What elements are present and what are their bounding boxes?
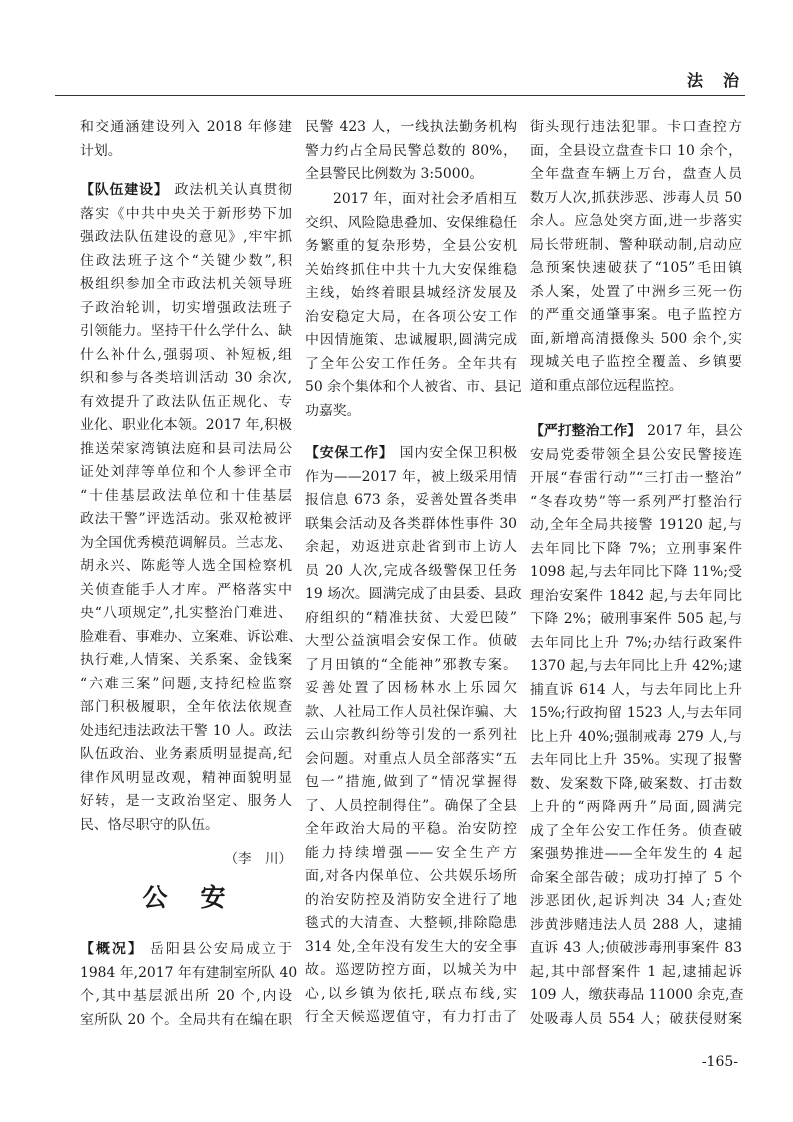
page-number: -165- <box>701 1054 738 1070</box>
text-line <box>80 720 292 744</box>
line-text: 下降 2%；破刑事案件 505 起,与 <box>530 611 742 627</box>
text-line <box>530 234 742 258</box>
text-line <box>530 867 742 891</box>
line-text: 极组织参加全市政法机关领导班 <box>80 276 292 292</box>
line-text: 住政法班子这个“关键少数”,积 <box>80 252 292 269</box>
text-line <box>305 795 517 819</box>
line-text: 109 人，缴获毒品 11000 余克,查 <box>530 987 744 1003</box>
text-line <box>80 273 292 297</box>
text-line <box>530 655 742 679</box>
section-label: 【概况】 <box>80 941 145 957</box>
line-text: 关始终抓住中共十九大安保维稳 <box>305 261 517 278</box>
line-text: 余人。应急处突方面,进一步落实 <box>530 213 742 229</box>
text-line <box>530 328 742 352</box>
text-line <box>530 702 742 726</box>
text-line <box>80 438 292 462</box>
paragraph <box>530 116 742 398</box>
section-label: 【队伍建设】 <box>80 182 169 198</box>
line-text: 安局党委带领全县公安民警接连 <box>530 446 742 463</box>
line-text: 执行难,人情案、关系案、金钱案 <box>80 652 292 668</box>
text-line <box>305 748 517 772</box>
text-line <box>530 632 742 656</box>
text-line <box>80 344 292 368</box>
text-line <box>530 491 742 515</box>
line-text: 报信息 673 条，妥善处置各类串 <box>305 492 517 508</box>
text-line <box>80 767 292 791</box>
line-text: 314 处,全年没有发生大的安全事 <box>305 938 517 955</box>
text-line <box>305 701 517 725</box>
text-line <box>80 140 292 164</box>
line-text: 队伍政治、业务素质明显提高,纪 <box>80 746 292 762</box>
text-line <box>80 367 292 391</box>
text-line <box>530 937 742 961</box>
line-text: 交织、风险隐患叠加、安保维稳任 <box>305 214 517 231</box>
text-line <box>305 983 517 1007</box>
line-text: 心,以乡镇为依托,联点布线,实 <box>305 985 517 1002</box>
line-text: 19 场次。圆满完成了由县委、县政 <box>305 586 522 602</box>
text-line <box>305 583 522 607</box>
line-text: 大型公益演唱会安保工作。侦破 <box>305 633 517 649</box>
line-text: 妥善处置了因杨林水上乐园欠 <box>305 680 517 696</box>
text-line <box>305 560 517 584</box>
text-line <box>80 391 292 415</box>
line-text: 案强势推进——全年发生的 4 起 <box>530 846 742 862</box>
line-text: 成了全年公安工作任务。侦查破 <box>530 822 742 839</box>
text-line <box>80 250 292 274</box>
line-text: 1984 年,2017 年有建制室所队 40 <box>80 964 298 981</box>
line-text: 数、发案数下降,破案数、打击数 <box>530 775 742 792</box>
line-text: 面,新增高清摄像头 500 余个,实 <box>530 330 742 347</box>
text-line <box>305 188 517 212</box>
line-text: 了全年公安工作任务。全年共有 <box>305 355 517 372</box>
text-line <box>530 984 742 1008</box>
line-text: 中因情施策、忠诚履职,圆满完成 <box>305 332 517 348</box>
text-line <box>305 400 517 424</box>
line-text: 好转，是一支政治坚定、服务人 <box>80 793 292 809</box>
text-line <box>80 203 292 227</box>
text-line <box>305 306 517 330</box>
text-line <box>530 679 742 703</box>
line-text: 面，全县设立盘查卡口 10 余个， <box>530 142 742 159</box>
text-line <box>80 116 292 140</box>
text-line <box>530 514 742 538</box>
line-text: 故。巡逻防控方面，以城关为中 <box>305 962 517 978</box>
line-text: 2017 年，面对社会矛盾相互 <box>333 191 517 207</box>
text-line <box>530 820 742 844</box>
text-line <box>305 513 517 537</box>
line-text: 治安稳定大局，在各项公安工作 <box>305 308 517 325</box>
line-text: 政法干警”评选活动。张双枪被评 <box>80 511 292 527</box>
text-line <box>530 444 742 468</box>
text-line <box>530 210 742 234</box>
line-text: 务繁重的复杂形势，全县公安机 <box>305 238 517 254</box>
line-text: 了、人员控制得住”。确保了全县 <box>305 797 517 814</box>
line-text: 府组织的“精准扶贫、大爱巴陵” <box>305 609 517 626</box>
line-text: “六难三案”问题,支持纪检监察 <box>80 675 292 692</box>
line-text: 道和重点部位远程监控。 <box>530 377 683 394</box>
line-text: 去年同比上升 35%。实现了报警 <box>530 752 742 768</box>
line-text: 现城关电子监控全覆盖、乡镇要 <box>530 354 742 370</box>
line-text: 面,对各内保单位、公共娱乐场所 <box>305 868 517 884</box>
text-line <box>305 842 517 866</box>
line-text: 局长带班制、警种联动制,启动应 <box>530 236 742 253</box>
text-line <box>305 889 517 913</box>
line-text: 余起，劝返进京赴省到市上访人 <box>305 539 517 555</box>
text-line <box>305 140 517 164</box>
text-line <box>80 532 292 556</box>
line-text: 会问题。对重点人员全部落实“五 <box>305 750 517 767</box>
text-line <box>305 865 517 889</box>
line-text: 去年同比下降 7%；立刑事案件 <box>530 540 742 557</box>
text-line <box>80 485 292 509</box>
line-text: 民警 423 人，一线执法勤务机构 <box>305 119 517 135</box>
line-text: 云山宗教纠纷等引发的一系列社 <box>305 727 517 743</box>
text-line <box>305 329 517 353</box>
text-line <box>530 420 742 444</box>
line-text: 引领能力。坚持干什么学什么、缺 <box>80 323 292 339</box>
author-credit: （李 川） <box>224 851 292 867</box>
text-line <box>305 1006 517 1030</box>
running-header-section: 法 治 <box>686 71 741 90</box>
line-text: 了月田镇的“全能神”邪教专案。 <box>305 656 517 673</box>
text-line <box>530 116 742 140</box>
line-text: 动,全年全局共接警 19120 起,与 <box>530 517 742 533</box>
line-text: 计划。 <box>80 142 122 159</box>
line-text: 警力约占全局民警总数的 80%， <box>305 142 517 159</box>
text-line <box>305 163 517 187</box>
section-label: 【严打整治工作】 <box>530 423 642 439</box>
text-line <box>80 938 292 962</box>
text-line <box>530 257 742 281</box>
text-line <box>530 163 742 187</box>
line-text: 直诉 43 人;侦破涉毒刑事案件 83 <box>530 940 742 956</box>
text-line <box>530 773 742 797</box>
text-line <box>80 179 292 203</box>
text-line <box>530 843 742 867</box>
text-line <box>80 673 292 697</box>
text-line <box>305 936 517 960</box>
line-text: 脸难看、事难办、立案难、诉讼难、 <box>80 628 303 645</box>
text-line <box>305 607 517 631</box>
line-text: 处吸毒人员 554 人；破获侵财案 <box>530 1010 742 1027</box>
text-line <box>80 555 292 579</box>
text-line <box>80 461 292 485</box>
line-text: 和交通涵建设列入 2018 年修建 <box>80 119 292 135</box>
text-line <box>80 297 292 321</box>
text-line <box>305 912 517 936</box>
text-line <box>305 259 517 283</box>
line-text: 包一”措施,做到了“情况掌握得 <box>305 774 517 790</box>
text-line <box>530 796 742 820</box>
text-line <box>305 235 517 259</box>
text-line <box>530 608 742 632</box>
text-line <box>530 467 742 491</box>
text-line <box>305 466 517 490</box>
line-text: 证处刘萍等单位和个人参评全市 <box>80 464 292 480</box>
line-text: 律作风明显改观，精神面貌明显 <box>80 769 292 786</box>
paragraph-team-building <box>80 179 303 837</box>
paragraph <box>305 116 517 187</box>
line-text: 有效提升了政法队伍正规化、专 <box>80 393 292 410</box>
line-text: 政法机关认真贯彻 <box>174 182 292 198</box>
line-text: 岳阳县公安局成立于 <box>150 941 292 957</box>
text-line <box>80 962 298 986</box>
text-line <box>80 579 292 603</box>
line-text: 捕直诉 614 人，与去年同比上升 <box>530 681 742 698</box>
line-text: 个,其中基层派出所 20 个,内设 <box>80 988 292 1004</box>
text-line <box>80 320 292 344</box>
line-text: 全年政治大局的平稳。治安防控 <box>305 821 517 837</box>
paragraph-security-work <box>305 442 522 1030</box>
text-line <box>80 743 292 767</box>
section-heading: 公 安 <box>142 883 230 912</box>
text-line <box>305 442 517 466</box>
text-line <box>305 212 517 236</box>
text-line <box>305 376 522 400</box>
text-line <box>80 985 292 1009</box>
text-line <box>305 353 517 377</box>
text-line <box>305 489 517 513</box>
line-text: 落实《中共中央关于新形势下加 <box>80 205 292 222</box>
text-line <box>305 654 517 678</box>
text-line <box>305 724 517 748</box>
text-line <box>80 414 292 438</box>
line-text: 的治安防控及消防安全进行了地 <box>305 891 517 908</box>
text-line <box>80 602 292 626</box>
line-text: 数万人次,抓获涉恶、涉毒人员 50 <box>530 189 742 206</box>
text-line <box>530 187 742 211</box>
line-text: 部门积极履职，全年依法依规查 <box>80 699 292 715</box>
line-text: 上升的“两降两升”局面,圆满完 <box>530 799 742 815</box>
text-line <box>530 1008 742 1032</box>
text-line <box>305 282 517 306</box>
text-line <box>80 696 292 720</box>
paragraph-crackdown-work <box>530 420 742 1031</box>
line-text: 理治安案件 1842 起,与去年同比 <box>530 587 742 604</box>
line-text: 能力持续增强——安全生产方 <box>305 844 517 861</box>
line-text: 国内安全保卫积极 <box>399 445 517 461</box>
line-text: 街头现行违法犯罪。卡口查控方 <box>530 119 742 135</box>
line-text: 室所队 20 个。全局共有在编在职 <box>80 1011 292 1028</box>
line-text: 毯式的大清查、大整顿,排除隐患 <box>305 915 517 931</box>
text-line <box>530 561 742 585</box>
text-line <box>305 116 517 140</box>
paragraph <box>305 188 522 423</box>
line-text: 主线，始终着眼县城经济发展及 <box>305 285 517 301</box>
text-line <box>80 814 292 838</box>
line-text: 款、人社局工作人员社保诈骗、大 <box>305 703 517 720</box>
text-line <box>305 771 517 795</box>
text-line <box>530 914 742 938</box>
text-line <box>80 626 303 650</box>
text-line <box>80 649 292 673</box>
line-text: 50 余个集体和个人被省、市、县记 <box>305 379 522 395</box>
line-text: 功嘉奖。 <box>305 402 361 419</box>
header-rule <box>55 95 745 96</box>
line-text: 杀人案，处置了中洲乡三死一伤 <box>530 283 742 300</box>
section-label: 【安保工作】 <box>305 445 394 461</box>
line-text: 织和参与各类培训活动 30 余次, <box>80 370 292 386</box>
text-line <box>80 508 292 532</box>
line-text: 急预案快速破获了“105”毛田镇 <box>530 260 742 276</box>
paragraph <box>80 116 292 163</box>
line-text: 业化、职业化本领。2017 年,积极 <box>80 417 292 433</box>
text-line <box>530 351 742 375</box>
line-text: 去年同比上升 7%;办结行政案件 <box>530 634 742 651</box>
line-text: 联集会活动及各类群体性事件 30 <box>305 515 517 532</box>
line-text: 员 20 人次,完成各级警保卫任务 <box>305 562 517 579</box>
paragraph-overview <box>80 938 298 1032</box>
line-text: 推送荣家湾镇法庭和县司法局公 <box>80 440 292 457</box>
line-text: 1098 起,与去年同比下降 11%;受 <box>530 564 742 580</box>
line-text: 什么补什么,强弱项、补短板,组 <box>80 346 292 363</box>
text-line <box>530 749 742 773</box>
line-text: 开展“春雷行动”“三打击一整治” <box>530 470 742 486</box>
line-text: 2017 年，县公 <box>647 423 743 439</box>
text-line <box>305 630 517 654</box>
text-line <box>530 890 742 914</box>
text-line <box>530 304 742 328</box>
text-line <box>305 818 517 842</box>
line-text: 1370 起,与去年同比上升 42%;逮 <box>530 658 742 674</box>
line-text: 15%;行政拘留 1523 人,与去年同 <box>530 705 742 721</box>
text-line <box>305 959 517 983</box>
line-text: “冬春攻势”等一系列严打整治行 <box>530 493 742 510</box>
line-text: 作为——2017 年，被上级采用情 <box>305 468 517 485</box>
line-text: 关侦查能手人才库。严格落实中 <box>80 581 292 598</box>
line-text: 央“八项规定”,扎实整治门难进、 <box>80 605 292 621</box>
text-line <box>305 536 517 560</box>
line-text: 行全天候巡逻值守，有力打击了 <box>305 1009 517 1025</box>
line-text: “十佳基层政法单位和十佳基层 <box>80 487 292 504</box>
line-text: 全县警民比例数为 3:5000。 <box>305 166 484 182</box>
text-line <box>530 585 742 609</box>
line-text: 全年盘查车辆上万台，盘查人员 <box>530 166 742 182</box>
line-text: 命案全部告破；成功打掉了 5 个 <box>530 869 742 886</box>
line-text: 起,其中部督案件 1 起,逮捕起诉 <box>530 963 742 980</box>
text-line <box>530 961 742 985</box>
text-line <box>80 226 292 250</box>
text-line <box>530 538 742 562</box>
text-line <box>530 281 742 305</box>
text-line <box>80 1009 292 1033</box>
line-text: 为全国优秀模范调解员。兰志龙、 <box>80 534 292 551</box>
line-text: 比上升 40%;强制戒毒 279 人,与 <box>530 728 742 745</box>
line-text: 强政法队伍建设的意见》,牢牢抓 <box>80 229 292 245</box>
text-line <box>530 726 742 750</box>
line-text: 处违纪违法政法干警 10 人。政法 <box>80 722 292 739</box>
line-text: 的严重交通肇事案。电子监控方 <box>530 307 742 323</box>
text-line <box>530 140 742 164</box>
line-text: 涉黄涉赌违法人员 288 人，逮捕 <box>530 916 742 933</box>
line-text: 民、恪尽职守的队伍。 <box>80 816 219 833</box>
text-line <box>530 375 742 399</box>
line-text: 胡永兴、陈彪等人选全国检察机 <box>80 558 292 574</box>
text-line <box>305 677 517 701</box>
text-line <box>80 790 292 814</box>
line-text: 涉恶团伙,起诉判决 34 人;查处 <box>530 893 742 909</box>
line-text: 子政治轮训，切实增强政法班子 <box>80 299 292 316</box>
